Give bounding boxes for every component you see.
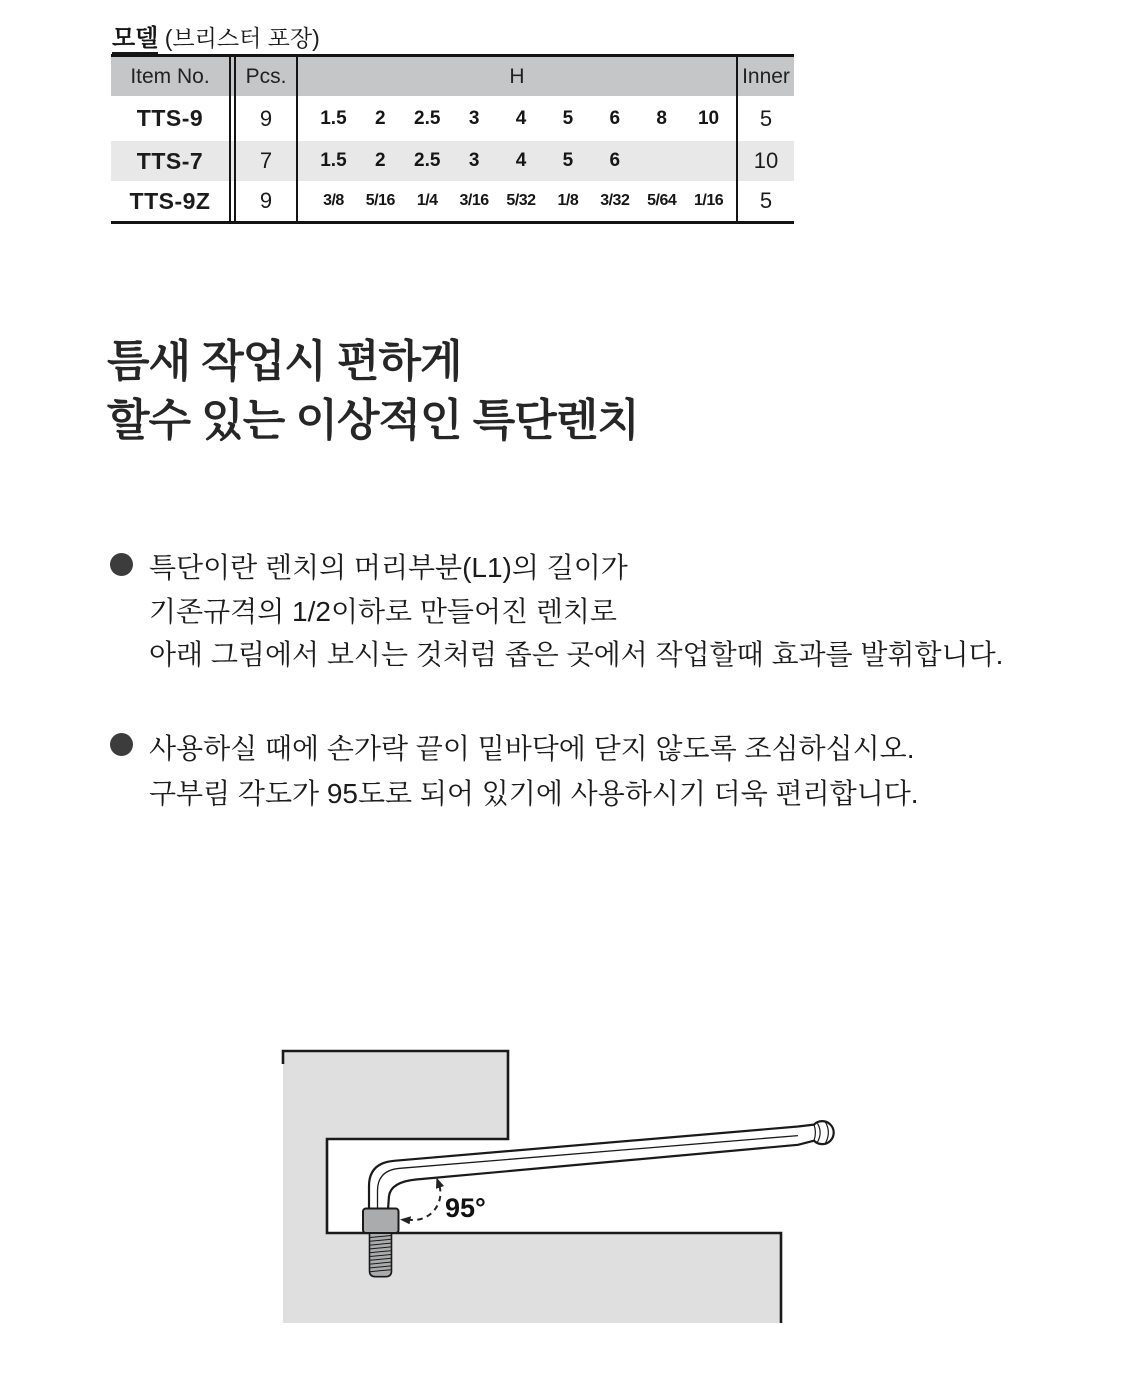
bullet-dot: [110, 553, 133, 576]
bolt-head: [363, 1209, 399, 1234]
h-value: 1/8: [557, 192, 579, 209]
h-value: 3/16: [459, 192, 489, 209]
bullet-paragraph: [149, 726, 919, 816]
pcs-cell: 9: [236, 96, 298, 141]
col-header-inner: Inner: [742, 64, 790, 88]
table-row: [111, 181, 794, 221]
pcs-cell: 7: [236, 141, 298, 181]
h-value: 5: [562, 107, 574, 129]
page-title-line2: 할수 있는 이상적인 특단렌치: [107, 396, 639, 445]
bullet-line: 구부림 각도가 95도로 되어 있기에 사용하시기 더욱 편리합니다.: [149, 778, 919, 809]
h-value: 3: [468, 107, 480, 129]
h-value: 4: [515, 150, 527, 171]
wrench-diagram: [270, 1040, 920, 1340]
item-no-cell: TTS-9: [111, 96, 236, 141]
h-value: 2.5: [414, 150, 441, 171]
h-value: 3/8: [323, 192, 344, 209]
h-value: 2: [375, 150, 386, 171]
bullet-line: 아래 그림에서 보시는 것처럼 좁은 곳에서 작업할때 효과를 발휘합니다.: [149, 639, 1004, 670]
page-title-line1: 틈새 작업시 편하게: [107, 337, 462, 386]
h-value: 8: [656, 107, 667, 129]
h-value: 4: [515, 107, 527, 129]
h-value: 2.5: [414, 107, 441, 129]
inner-cell: 5: [759, 188, 773, 213]
h-value: 6: [609, 150, 621, 171]
inner-cell: 10: [753, 148, 779, 173]
bullet-line: 특단이란 렌치의 머리부분(L1)의 길이가: [149, 552, 628, 583]
bullet-paragraph: [149, 546, 1003, 677]
model-title-packaging: (브리스터 포장): [158, 25, 320, 51]
h-value: 5: [562, 150, 574, 171]
arrowhead-up: [436, 1178, 444, 1189]
h-values-cell: [298, 181, 738, 221]
h-value: 6: [609, 107, 621, 129]
page-title: [107, 332, 639, 450]
arrowhead-left: [400, 1216, 411, 1224]
h-value: 1.5: [320, 107, 347, 129]
table-row: [111, 141, 794, 181]
h-value: 1/16: [693, 192, 724, 209]
h-value: 2: [375, 107, 386, 129]
bullet-line: 사용하실 때에 손가락 끝이 밑바닥에 닫지 않도록 조심하십시오.: [149, 733, 915, 764]
workpiece-shape: [283, 1051, 781, 1323]
pcs-cell: 9: [236, 181, 298, 221]
h-value: 5/32: [506, 192, 536, 209]
table-row: [111, 96, 794, 141]
col-header-h: H: [298, 57, 738, 96]
inner-cell: 5: [759, 105, 773, 131]
h-value: 3: [468, 150, 480, 171]
angle-arc: [406, 1186, 440, 1220]
angle-label: 95°: [445, 1193, 486, 1223]
item-no-cell: TTS-9Z: [111, 181, 236, 221]
col-header-pcs: Pcs.: [236, 57, 298, 96]
table-header-row: [111, 57, 794, 96]
h-value: 5/16: [365, 192, 395, 209]
model-title-word: 모델: [112, 25, 158, 55]
col-header-item-no: Item No.: [111, 57, 236, 96]
h-value: 5/64: [647, 192, 677, 209]
h-values-cell: [298, 141, 738, 181]
spec-table: [111, 54, 794, 224]
h-value: 3/32: [600, 192, 630, 209]
model-title: [112, 18, 320, 53]
bullet-dot: [110, 733, 133, 756]
h-value: 1/4: [416, 192, 438, 209]
h-value: 10: [697, 107, 720, 129]
bullet-line: 기존규격의 1/2이하로 만들어진 렌치로: [149, 595, 617, 627]
h-value: 1.5: [320, 150, 347, 171]
h-values-cell: [298, 96, 738, 141]
item-no-cell: TTS-7: [111, 141, 236, 181]
